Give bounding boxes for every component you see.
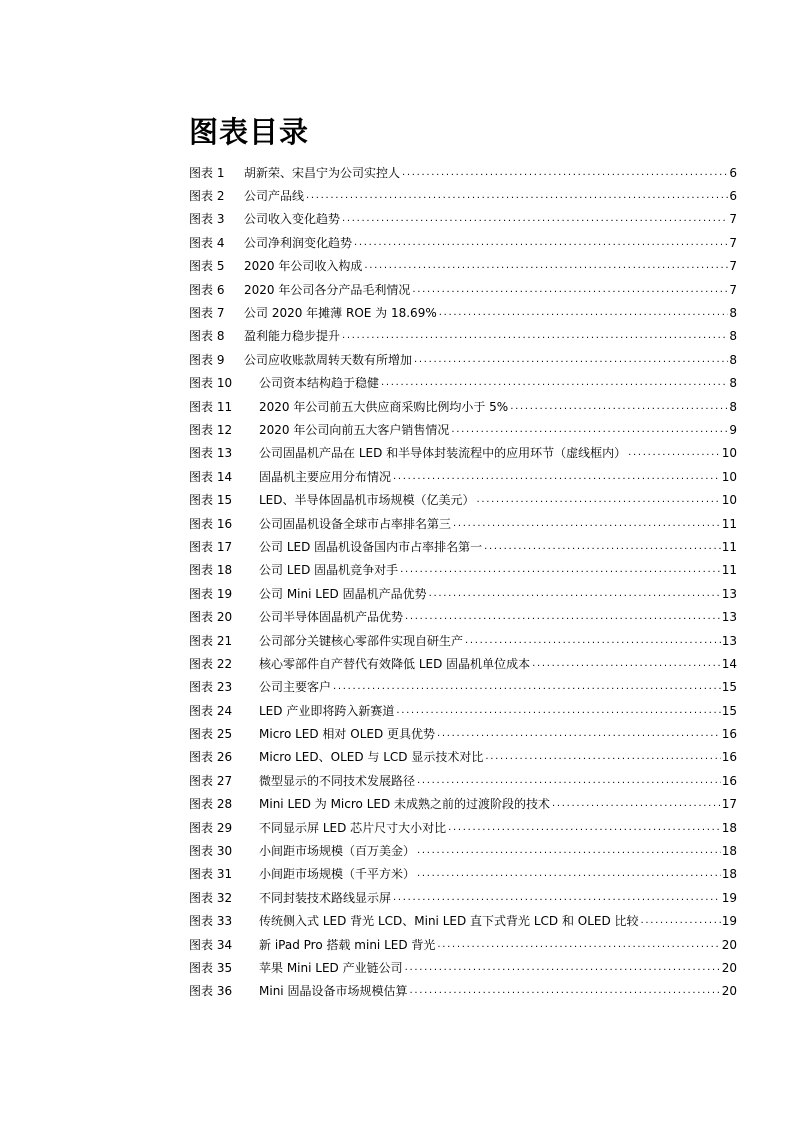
page-number[interactable]: 10 — [721, 446, 737, 461]
figure-title[interactable]: 核心零部件自产替代有效降低 LED 固晶机单位成本 — [259, 656, 531, 671]
figure-label: 图表 22 — [189, 656, 233, 671]
figure-title[interactable]: 公司资本结构趋于稳健 — [259, 376, 380, 391]
dot-leader — [400, 563, 721, 577]
figure-label: 图表 7 — [189, 306, 225, 321]
figure-label: 图表 10 — [189, 376, 233, 391]
page-number[interactable]: 8 — [729, 399, 737, 414]
figure-title[interactable]: 传统侧入式 LED 背光 LCD、Mini LED 直下式背光 LCD 和 OLED 比较 — [259, 914, 639, 929]
figure-label: 图表 15 — [189, 493, 233, 508]
toc-entry[interactable] — [189, 769, 737, 792]
figure-label: 图表 2 — [189, 189, 225, 204]
figure-title[interactable]: Micro LED 相对 OLED 更具优势 — [259, 727, 436, 742]
dot-leader — [381, 376, 728, 390]
figure-label: 图表 31 — [189, 867, 233, 882]
dot-leader — [437, 938, 720, 952]
dot-leader — [510, 400, 728, 414]
toc-entry[interactable] — [189, 278, 737, 301]
toc-entry[interactable] — [189, 231, 737, 254]
dot-leader — [429, 587, 721, 601]
figure-title[interactable]: 2020 年公司前五大供应商采购比例均小于 5% — [259, 399, 509, 414]
figure-title[interactable]: LED 产业即将跨入新赛道 — [259, 703, 395, 718]
page-number[interactable]: 16 — [721, 727, 737, 742]
dot-leader — [364, 259, 728, 273]
figure-label: 图表 14 — [189, 469, 233, 484]
dot-leader — [393, 891, 721, 905]
figure-title[interactable]: LED、半导体固晶机市场规模（亿美元） — [259, 493, 475, 508]
figure-title[interactable]: 固晶机主要应用分布情况 — [259, 469, 392, 484]
figure-title[interactable]: 公司固晶机设备全球市占率排名第三 — [259, 516, 452, 531]
dot-leader — [405, 610, 721, 624]
page-number[interactable]: 6 — [729, 189, 737, 204]
figure-title[interactable]: 公司净利润变化趋势 — [244, 235, 353, 250]
toc-entry[interactable] — [189, 746, 737, 769]
figure-label: 图表 19 — [189, 586, 233, 601]
dot-leader — [532, 657, 721, 671]
toc-entry[interactable] — [189, 465, 737, 488]
figure-list — [189, 161, 737, 1003]
toc-entry[interactable] — [189, 676, 737, 699]
figure-title[interactable]: 不同显示屏 LED 芯片尺寸大小对比 — [259, 820, 447, 835]
toc-entry[interactable] — [189, 886, 737, 909]
toc-entry[interactable] — [189, 161, 737, 184]
toc-entry[interactable] — [189, 582, 737, 605]
page-number[interactable]: 20 — [721, 984, 737, 999]
dot-leader — [409, 984, 720, 998]
figure-label: 图表 18 — [189, 563, 233, 578]
page-number[interactable]: 6 — [729, 165, 737, 180]
page-number[interactable]: 8 — [729, 352, 737, 367]
dot-leader — [417, 844, 721, 858]
page-number[interactable]: 13 — [721, 633, 737, 648]
page-number[interactable]: 10 — [721, 469, 737, 484]
toc-entry[interactable] — [189, 418, 737, 441]
dot-leader — [451, 423, 728, 437]
toc-entry[interactable] — [189, 512, 737, 535]
toc-entry[interactable] — [189, 605, 737, 628]
dot-leader — [306, 189, 728, 203]
figure-label: 图表 12 — [189, 422, 233, 437]
figure-label: 图表 20 — [189, 610, 233, 625]
figure-label: 图表 32 — [189, 890, 233, 905]
dot-leader — [412, 283, 728, 297]
figure-label: 图表 34 — [189, 937, 233, 952]
figure-title[interactable]: 2020 年公司收入构成 — [244, 259, 363, 274]
page-number[interactable]: 13 — [721, 610, 737, 625]
page-number[interactable]: 18 — [721, 867, 737, 882]
figure-title[interactable]: 小间距市场规模（百万美金） — [259, 844, 416, 859]
page-number[interactable]: 20 — [721, 937, 737, 952]
figure-title[interactable]: 公司 LED 固晶机设备国内市占率排名第一 — [259, 539, 483, 554]
figure-label: 图表 16 — [189, 516, 233, 531]
figure-label: 图表 5 — [189, 259, 225, 274]
page-number[interactable]: 17 — [721, 797, 737, 812]
page-number[interactable]: 7 — [729, 282, 737, 297]
figure-title[interactable]: 盈利能力稳步提升 — [244, 329, 341, 344]
toc-entry[interactable] — [189, 348, 737, 371]
page-number[interactable]: 11 — [721, 563, 737, 578]
figure-title[interactable]: Mini LED 为 Micro LED 未成熟之前的过渡阶段的技术 — [259, 797, 551, 812]
figure-title[interactable]: Mini 固晶设备市场规模估算 — [259, 984, 408, 999]
toc-entry[interactable] — [189, 442, 737, 465]
toc-entry[interactable] — [189, 255, 737, 278]
page-title: 图表目录 — [189, 115, 310, 149]
figure-label: 图表 8 — [189, 329, 225, 344]
figure-title[interactable]: 不同封装技术路线显示屏 — [259, 890, 392, 905]
dot-leader — [402, 166, 728, 180]
page-number[interactable]: 8 — [729, 376, 737, 391]
figure-label: 图表 4 — [189, 235, 225, 250]
dot-leader — [342, 212, 728, 226]
dot-leader — [417, 774, 721, 788]
dot-leader — [484, 540, 721, 554]
page-number[interactable]: 16 — [721, 773, 737, 788]
page-number[interactable]: 18 — [721, 820, 737, 835]
toc-entry[interactable] — [189, 559, 737, 582]
toc-entry[interactable] — [189, 652, 737, 675]
dot-leader — [641, 914, 721, 928]
figure-title[interactable]: 公司收入变化趋势 — [244, 212, 341, 227]
dot-leader — [453, 517, 721, 531]
dot-leader — [485, 750, 720, 764]
page-number[interactable]: 8 — [729, 329, 737, 344]
figure-title[interactable]: 公司 Mini LED 固晶机产品优势 — [259, 586, 427, 601]
figure-label: 图表 3 — [189, 212, 225, 227]
figure-label: 图表 21 — [189, 633, 233, 648]
page-number[interactable]: 18 — [721, 844, 737, 859]
dot-leader — [439, 306, 729, 320]
figure-title[interactable]: 2020 年公司向前五大客户销售情况 — [259, 422, 450, 437]
page-number[interactable]: 7 — [729, 212, 737, 227]
dot-leader — [437, 727, 721, 741]
figure-label: 图表 36 — [189, 984, 233, 999]
dot-leader — [417, 867, 721, 881]
figure-label: 图表 17 — [189, 539, 233, 554]
figure-label: 图表 23 — [189, 680, 233, 695]
page-number[interactable]: 7 — [729, 235, 737, 250]
toc-entry[interactable] — [189, 839, 737, 862]
page-number[interactable]: 11 — [721, 539, 737, 554]
toc-entry[interactable] — [189, 956, 737, 979]
toc-entry[interactable] — [189, 301, 737, 324]
toc-entry[interactable] — [189, 208, 737, 231]
figure-label: 图表 33 — [189, 914, 233, 929]
dot-leader — [354, 236, 728, 250]
toc-entry[interactable] — [189, 816, 737, 839]
figure-label: 图表 25 — [189, 727, 233, 742]
figure-label: 图表 24 — [189, 703, 233, 718]
toc-entry[interactable] — [189, 488, 737, 511]
toc-entry[interactable] — [189, 699, 737, 722]
figure-label: 图表 6 — [189, 282, 225, 297]
figure-title[interactable]: Micro LED、OLED 与 LCD 显示技术对比 — [259, 750, 484, 765]
toc-entry[interactable] — [189, 722, 737, 745]
page-number[interactable]: 14 — [721, 656, 737, 671]
figure-title[interactable]: 公司固晶机产品在 LED 和半导体封装流程中的应用环节（虚线框内） — [259, 446, 627, 461]
figure-title[interactable]: 小间距市场规模（千平方米） — [259, 867, 416, 882]
figure-label: 图表 29 — [189, 820, 233, 835]
figure-title[interactable]: 胡新荣、宋昌宁为公司实控人 — [244, 165, 401, 180]
figure-label: 图表 35 — [189, 960, 233, 975]
page-number[interactable]: 15 — [721, 703, 737, 718]
toc-entry[interactable] — [189, 372, 737, 395]
figure-label: 图表 13 — [189, 446, 233, 461]
figure-title[interactable]: 公司产品线 — [244, 189, 305, 204]
dot-leader — [396, 704, 720, 718]
dot-leader — [465, 634, 721, 648]
figure-label: 图表 9 — [189, 352, 225, 367]
page-number[interactable]: 16 — [721, 750, 737, 765]
figure-title[interactable]: 公司 2020 年摊薄 ROE 为 18.69% — [244, 306, 437, 321]
page-number[interactable]: 20 — [721, 960, 737, 975]
figure-title[interactable]: 苹果 Mini LED 产业链公司 — [259, 960, 403, 975]
figure-label: 图表 28 — [189, 797, 233, 812]
figure-title[interactable]: 微型显示的不同技术发展路径 — [259, 773, 416, 788]
page-number[interactable]: 8 — [729, 306, 737, 321]
toc-entry[interactable] — [189, 980, 737, 1003]
page-number[interactable]: 15 — [721, 680, 737, 695]
page-number[interactable]: 19 — [721, 890, 737, 905]
page-number[interactable]: 13 — [721, 586, 737, 601]
dot-leader — [552, 797, 721, 811]
toc-entry[interactable] — [189, 535, 737, 558]
toc-entry[interactable] — [189, 933, 737, 956]
dot-leader — [414, 353, 728, 367]
figure-label: 图表 1 — [189, 165, 225, 180]
page-number[interactable]: 10 — [721, 493, 737, 508]
toc-entry[interactable] — [189, 395, 737, 418]
page-number[interactable]: 11 — [721, 516, 737, 531]
dot-leader — [448, 821, 721, 835]
figure-title[interactable]: 新 iPad Pro 搭载 mini LED 背光 — [259, 937, 436, 952]
dot-leader — [477, 493, 721, 507]
figure-label: 图表 11 — [189, 399, 233, 414]
toc-entry[interactable] — [189, 863, 737, 886]
dot-leader — [628, 446, 721, 460]
figure-label: 图表 26 — [189, 750, 233, 765]
page-number[interactable]: 19 — [721, 914, 737, 929]
toc-entry[interactable] — [189, 184, 737, 207]
figure-label: 图表 30 — [189, 844, 233, 859]
page-number[interactable]: 9 — [729, 422, 737, 437]
toc-entry[interactable] — [189, 793, 737, 816]
figure-title[interactable]: 公司部分关键核心零部件实现自研生产 — [259, 633, 464, 648]
figure-title[interactable]: 公司主要客户 — [259, 680, 332, 695]
toc-entry[interactable] — [189, 910, 737, 933]
figure-title[interactable]: 公司半导体固晶机产品优势 — [259, 610, 404, 625]
figure-title[interactable]: 公司应收账款周转天数有所增加 — [244, 352, 413, 367]
dot-leader — [333, 680, 721, 694]
figure-title[interactable]: 公司 LED 固晶机竞争对手 — [259, 563, 399, 578]
dot-leader — [405, 961, 721, 975]
figure-label: 图表 27 — [189, 773, 233, 788]
toc-entry[interactable] — [189, 325, 737, 348]
dot-leader — [393, 470, 721, 484]
toc-entry[interactable] — [189, 629, 737, 652]
figure-title[interactable]: 2020 年公司各分产品毛利情况 — [244, 282, 411, 297]
page-number[interactable]: 7 — [729, 259, 737, 274]
dot-leader — [342, 329, 728, 343]
